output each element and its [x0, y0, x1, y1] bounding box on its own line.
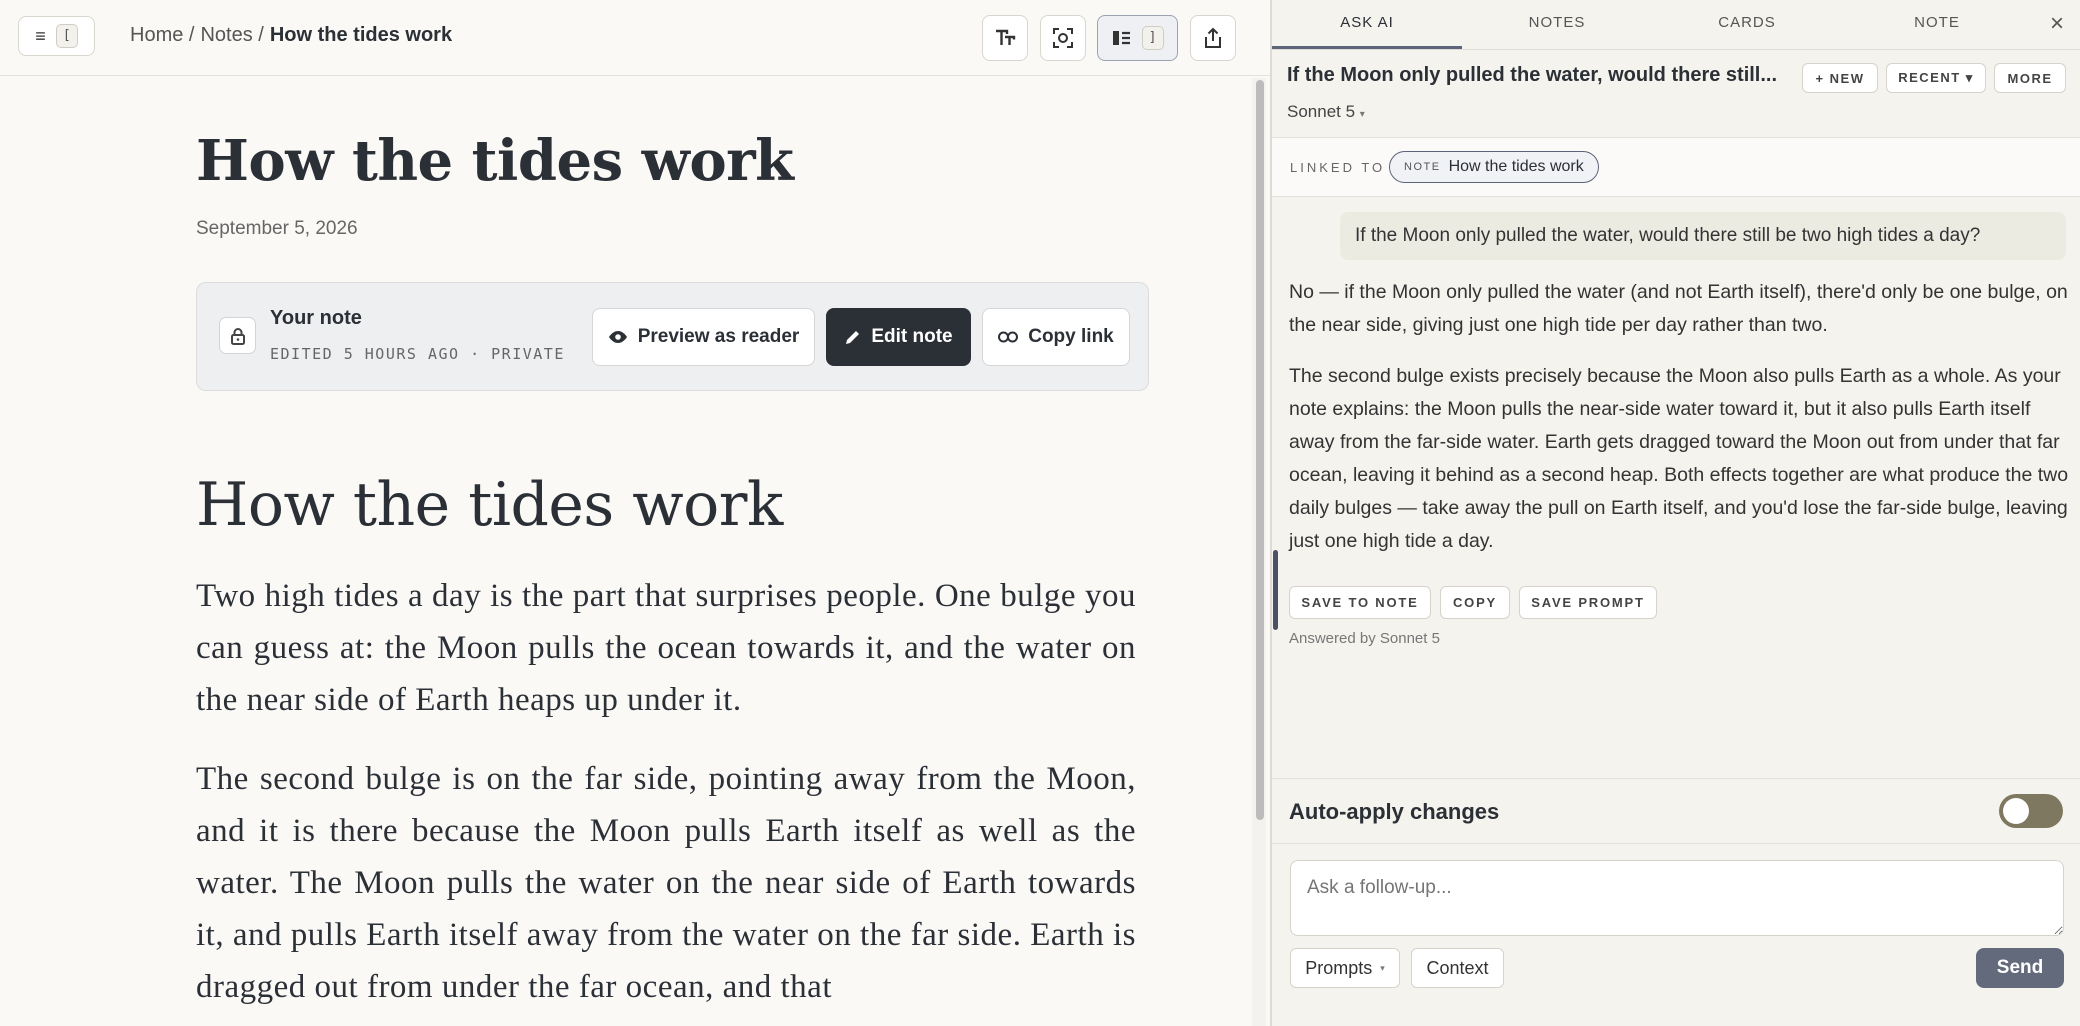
linked-to-label: LINKED TO: [1290, 160, 1386, 175]
menu-shortcut-key: [: [56, 24, 78, 48]
toggle-knob: [2003, 798, 2029, 824]
panel-shortcut-key: ]: [1142, 26, 1164, 50]
edit-note-button[interactable]: [826, 308, 971, 366]
followup-input[interactable]: [1290, 860, 2064, 936]
model-selector[interactable]: [1287, 102, 1365, 122]
linked-note-tag: NOTE: [1404, 161, 1441, 173]
note-title: How the tides work: [196, 128, 794, 194]
breadcrumb-notes[interactable]: Notes /: [200, 24, 264, 46]
top-bar: [0, 0, 1270, 76]
note-heading: How the tides work: [196, 470, 783, 540]
copy-label: Copy link: [1028, 326, 1114, 347]
text-size-button[interactable]: [982, 15, 1028, 61]
close-icon[interactable]: ×: [2050, 10, 2065, 37]
ai-panel: [1272, 0, 2080, 1026]
toggle-panel-button[interactable]: [1097, 15, 1178, 61]
breadcrumb-home[interactable]: Home /: [130, 24, 195, 46]
tab-ask-ai[interactable]: ASK AI: [1272, 0, 1462, 49]
chevron-down-icon: ▾: [1359, 109, 1365, 120]
more-button[interactable]: MORE: [1994, 63, 2066, 93]
pencil-icon: [844, 329, 861, 346]
note-owner-card: [196, 282, 1149, 391]
save-prompt-button[interactable]: SAVE PROMPT: [1519, 586, 1657, 619]
your-note-label: Your note: [270, 307, 362, 329]
copy-answer-button[interactable]: COPY: [1440, 586, 1510, 619]
link-icon: [998, 331, 1018, 343]
user-question: If the Moon only pulled the water, would there still be two high tides a day?: [1340, 212, 2066, 260]
scrollbar-thumb[interactable]: [1256, 80, 1264, 820]
auto-apply-label: Auto-apply changes: [1289, 799, 1500, 824]
resize-handle[interactable]: [1273, 550, 1278, 630]
focus-button[interactable]: [1040, 15, 1086, 61]
note-paragraph-2: The second bulge is on the far side, pointing away from the Moon, and it is there because the Moon pulls Earth itself as well as the water. The Moon pulls the water on the near side of Earth towards it, and pulls Earth itself away from the water on the far side. Earth is dragged out from under the far ocean, and that: [196, 761, 1136, 1005]
linked-note-row: [1272, 137, 2080, 197]
new-chat-button[interactable]: + NEW: [1802, 63, 1878, 93]
reader-layout-icon: [1112, 29, 1132, 47]
tab-notes[interactable]: NOTES: [1528, 14, 1586, 31]
lock-icon: [219, 317, 256, 354]
share-button[interactable]: [1190, 15, 1236, 61]
chevron-down-icon: ▾: [1380, 962, 1385, 973]
auto-apply-row: [1272, 778, 2080, 844]
edit-label: Edit note: [871, 326, 953, 347]
focus-icon: [1052, 27, 1074, 49]
eye-icon: [608, 330, 628, 344]
recent-button[interactable]: RECENT ▾: [1886, 63, 1986, 93]
breadcrumb-current: How the tides work: [269, 24, 453, 46]
linked-note-chip[interactable]: [1389, 151, 1599, 183]
copy-link-button[interactable]: [982, 308, 1130, 366]
context-button[interactable]: Context: [1411, 948, 1504, 988]
tab-note[interactable]: NOTE: [1914, 14, 1960, 31]
model-name: Sonnet 5: [1287, 102, 1356, 121]
text-size-icon: [994, 27, 1016, 49]
preview-label: Preview as reader: [637, 326, 800, 347]
share-icon: [1203, 27, 1223, 49]
send-button[interactable]: Send: [1976, 948, 2064, 988]
menu-button[interactable]: [18, 16, 95, 56]
panel-tabs: [1272, 0, 2080, 50]
tab-cards[interactable]: CARDS: [1718, 14, 1776, 31]
save-to-note-button[interactable]: SAVE TO NOTE: [1289, 586, 1431, 619]
note-paragraph-1: Two high tides a day is the part that surprises people. One bulge you can guess at: the Moon pulls the ocean towards it, and the water on the near side of Earth heaps up under it.: [196, 578, 1136, 718]
answer-paragraph-2: The second bulge exists precisely because the Moon also pulls Earth as a whole. As your note explains: the Moon pulls the near-side water toward it, but it also pulls Earth itself away from the far-side water. Earth gets dragged toward the Moon out from under that far ocean, leaving it behind as a second heap. Both effects together are what produce the two daily bulges — take away the pull on Earth itself, and you'd lose the far-side bulge, leaving just one high tide a day.: [1289, 365, 2069, 552]
prompts-label: Prompts: [1305, 957, 1373, 978]
note-status: EDITED 5 HOURS AGO · PRIVATE: [270, 345, 565, 363]
hamburger-icon: ≡: [35, 25, 46, 46]
note-date: September 5, 2026: [196, 218, 358, 239]
breadcrumb: [130, 24, 452, 47]
answer-paragraph-1: No — if the Moon only pulled the water (and not Earth itself), there'd only be one bulge, on the near side, giving just one high tide per day rather than two.: [1289, 281, 2068, 336]
preview-as-reader-button[interactable]: [592, 308, 815, 366]
conversation-title: If the Moon only pulled the water, would there still...: [1287, 64, 1778, 86]
auto-apply-toggle[interactable]: [1999, 794, 2063, 828]
answered-by: Answered by Sonnet 5: [1289, 630, 1440, 647]
prompts-button[interactable]: [1290, 948, 1400, 988]
linked-note-title: How the tides work: [1448, 158, 1584, 175]
